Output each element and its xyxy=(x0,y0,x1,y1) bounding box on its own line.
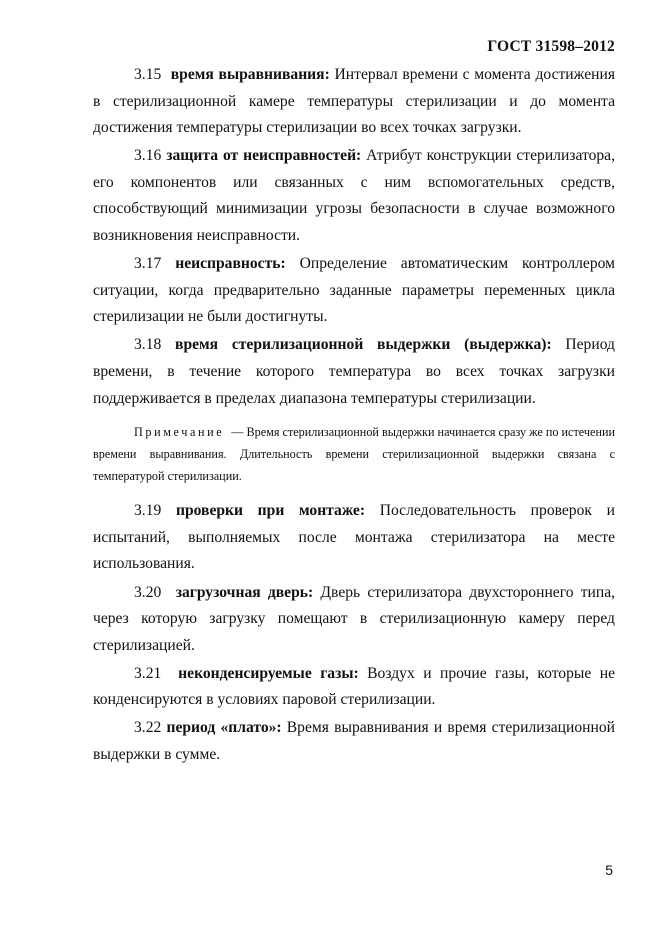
term-definition: Определение автоматическим контроллером ситуации, когда предварительно заданные параметры переменных цикла стерилизации не были достигнуты. xyxy=(93,255,615,326)
term-title: время стерилизационной выдержки (выдержка): xyxy=(175,336,552,354)
term-definition: Последовательность проверок и испытаний, выполняемых после монтажа стерилизатора на месте использования. xyxy=(93,502,615,573)
term-number: 3.17 xyxy=(134,255,162,273)
term-definition: Интервал времени с момента достижения в стерилизационной камере температуры стерилизации и до момента достижения температуры стерилизации во всех точках загрузки. xyxy=(93,66,615,137)
term-title: неисправность: xyxy=(175,255,286,273)
term-title: неконденсируемые газы: xyxy=(178,664,359,682)
document-body xyxy=(93,62,615,770)
term-entry-3-18 xyxy=(93,332,615,412)
term-definition: Время выравнивания и время стерилизационной выдержки в сумме. xyxy=(93,719,615,764)
term-entry-3-20 xyxy=(93,580,615,660)
term-definition: Дверь стерилизатора двухстороннего типа, через которую загрузку помещают в стерилизационную камеру перед стерилизацией. xyxy=(93,583,616,654)
term-entry-3-17 xyxy=(93,251,615,331)
term-entry-3-19 xyxy=(93,498,615,578)
term-number: 3.18 xyxy=(134,336,162,354)
term-number: 3.22 xyxy=(134,719,162,737)
term-entry-3-22 xyxy=(93,715,615,768)
term-entry-3-15 xyxy=(93,62,615,142)
page-number: 5 xyxy=(605,862,613,878)
term-title: защита от неисправностей: xyxy=(166,147,362,165)
note-label: Примечание xyxy=(134,425,225,440)
note-block xyxy=(93,421,615,487)
term-title: время выравнивания: xyxy=(170,66,330,83)
term-number: 3.19 xyxy=(134,502,162,520)
term-number: 3.16 xyxy=(134,147,162,165)
term-number: 3.21 xyxy=(134,664,162,682)
document-header xyxy=(487,38,615,56)
note-text: — Время стерилизационной выдержки начинается сразу же по истечении времени выравнивания. Длительность времени стерилизационной выдержки связана с температурой стерилизации. xyxy=(93,425,616,484)
term-entry-3-21 xyxy=(93,661,615,714)
term-entry-3-16 xyxy=(93,143,615,249)
term-title: период «плато»: xyxy=(166,719,282,737)
term-title: загрузочная дверь: xyxy=(175,583,314,601)
term-definition: Атрибут конструкции стерилизатора, его компонентов или связанных с ним вспомогательных средств, способствующий минимизации угрозы безопасности в случае возможного возникновения неисправности. xyxy=(93,147,616,245)
term-number: 3.20 xyxy=(134,583,162,601)
standard-designation: ГОСТ 31598–2012 xyxy=(487,38,615,55)
term-definition: Воздух и прочие газы, которые не конденсируются в условиях паровой стерилизации. xyxy=(93,664,616,709)
term-definition: Период времени, в течение которого температура во всех точках загрузки поддерживается в пределах диапазона температуры стерилизации. xyxy=(93,336,615,407)
term-number: 3.15 xyxy=(134,66,162,83)
term-title: проверки при монтаже: xyxy=(175,502,366,520)
